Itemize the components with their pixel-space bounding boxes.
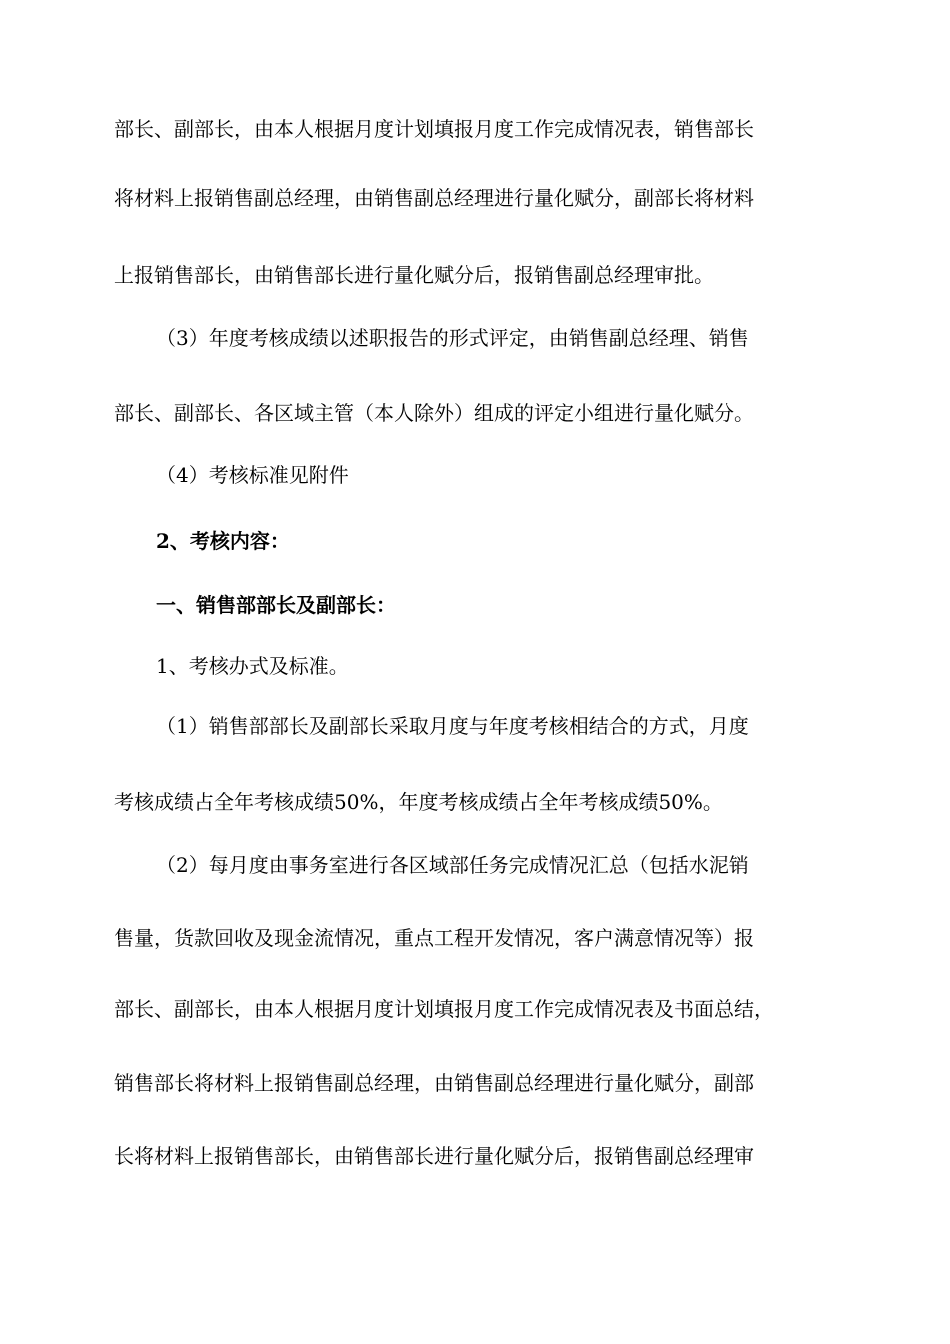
paragraph-4: （4）考核标准见附件: [156, 463, 349, 487]
section-heading-sales-director: 一、销售部部长及副部长：: [156, 593, 396, 617]
subheading-method-standard: 1、考核办式及标准。: [156, 654, 349, 678]
text-line: 部长、副部长、各区域主管（本人除外）组成的评定小组进行量化赋分。: [114, 401, 754, 425]
text-line: 上报销售部长，由销售部长进行量化赋分后，报销售副总经理审批。: [114, 263, 714, 287]
text-line: 部长、副部长，由本人根据月度计划填报月度工作完成情况表，销售部长: [114, 117, 754, 141]
text-line: 长将材料上报销售部长，由销售部长进行量化赋分后，报销售副总经理审: [114, 1144, 754, 1168]
text-line: 考核成绩占全年考核成绩50%，年度考核成绩占全年考核成绩50%。: [114, 790, 723, 814]
section-heading-assessment-content: 2、考核内容：: [156, 529, 290, 553]
paragraph-2-start: （2）每月度由事务室进行各区域部任务完成情况汇总（包括水泥销: [156, 853, 749, 877]
text-line: 部长、副部长，由本人根据月度计划填报月度工作完成情况表及书面总结，: [114, 997, 774, 1021]
text-line: 销售部长将材料上报销售副总经理，由销售副总经理进行量化赋分，副部: [114, 1071, 754, 1095]
text-line: 售量，货款回收及现金流情况，重点工程开发情况，客户满意情况等）报: [114, 926, 754, 950]
paragraph-3-start: （3）年度考核成绩以述职报告的形式评定，由销售副总经理、销售: [156, 326, 749, 350]
paragraph-1-start: （1）销售部部长及副部长采取月度与年度考核相结合的方式，月度: [156, 714, 749, 738]
text-line: 将材料上报销售副总经理，由销售副总经理进行量化赋分，副部长将材料: [114, 186, 754, 210]
